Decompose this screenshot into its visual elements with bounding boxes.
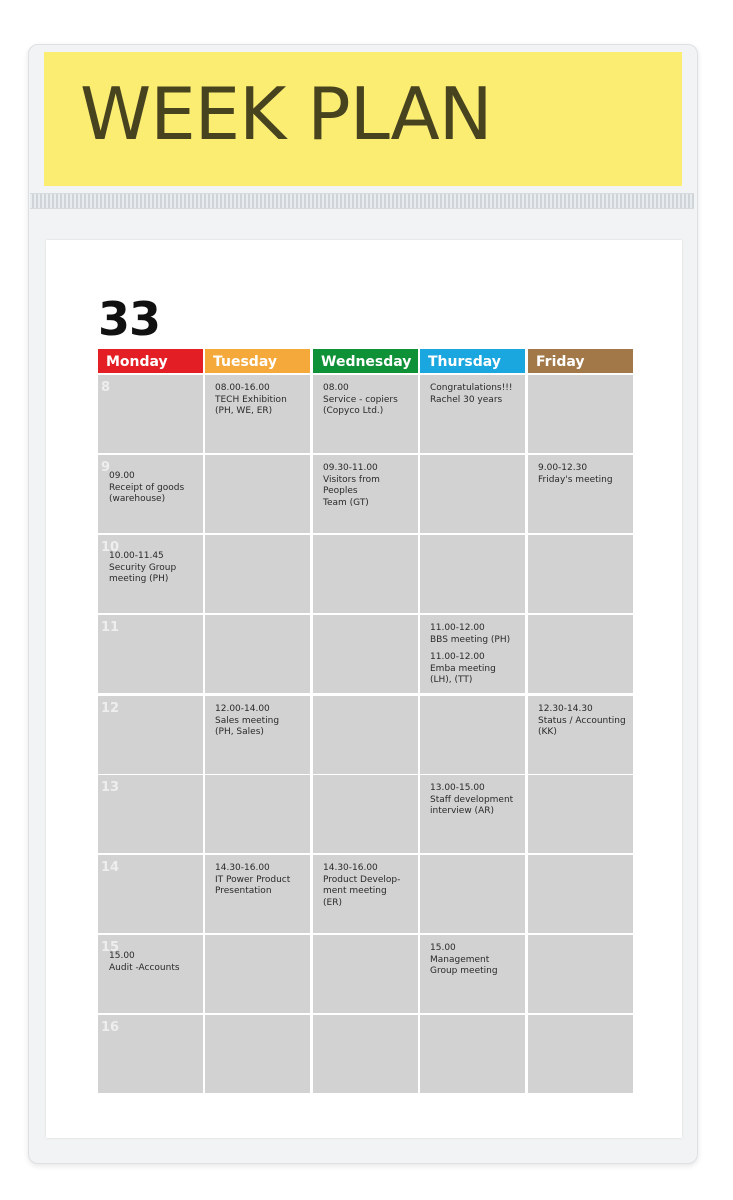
slot-friday-15 (528, 935, 633, 1013)
slot-tuesday-16 (205, 1015, 310, 1093)
hour-label: 9 (101, 460, 111, 475)
event-entry: 9.00-12.30 Friday's meeting (538, 463, 613, 485)
page-title: WEEK PLAN (80, 72, 492, 156)
zip-closure (30, 193, 694, 209)
slot-tuesday-13 (205, 775, 310, 853)
slot-thursday-14 (420, 855, 525, 933)
slot-thursday-10 (420, 535, 525, 613)
slot-wednesday-12 (313, 696, 418, 774)
day-header-tuesday: Tuesday (205, 349, 310, 373)
event-entry: 14.30-16.00 IT Power Product Presentation (215, 863, 291, 896)
hour-label: 11 (101, 620, 120, 635)
slot-thursday-12 (420, 696, 525, 774)
day-header-wednesday: Wednesday (313, 349, 418, 373)
slot-tuesday-11 (205, 615, 310, 693)
slot-monday-8 (98, 375, 203, 453)
hour-label: 13 (101, 780, 120, 795)
slot-wednesday-15 (313, 935, 418, 1013)
hour-label: 16 (101, 1020, 120, 1035)
event-entry: 15.00 Management Group meeting (430, 943, 498, 976)
event-entry: 08.00-16.00 TECH Exhibition (PH, WE, ER) (215, 383, 287, 416)
slot-friday-10 (528, 535, 633, 613)
event-entry: 11.00-12.00 BBS meeting (PH) (430, 623, 511, 645)
hour-label: 8 (101, 380, 111, 395)
slot-wednesday-16 (313, 1015, 418, 1093)
hour-label: 14 (101, 860, 120, 875)
hour-label: 12 (101, 701, 120, 716)
event-entry: 15.00 Audit -Accounts (109, 951, 180, 973)
slot-friday-11 (528, 615, 633, 693)
day-header-friday: Friday (528, 349, 633, 373)
event-entry: 09.00 Receipt of goods (warehouse) (109, 471, 185, 504)
slot-thursday-16 (420, 1015, 525, 1093)
event-entry: 11.00-12.00 Emba meeting (LH), (TT) (430, 652, 496, 685)
slot-tuesday-15 (205, 935, 310, 1013)
event-entry: Congratulations!!! Rachel 30 years (430, 383, 513, 405)
slot-friday-14 (528, 855, 633, 933)
day-header-monday: Monday (98, 349, 203, 373)
event-entry: 12.30-14.30 Status / Accounting (KK) (538, 704, 626, 737)
slot-tuesday-9 (205, 455, 310, 533)
event-entry: 10.00-11.45 Security Group meeting (PH) (109, 551, 177, 584)
hour-label: 10 (101, 540, 120, 555)
slot-tuesday-10 (205, 535, 310, 613)
event-entry: 09.30-11.00 Visitors from Peoples Team (GT) (323, 463, 380, 508)
hour-label: 15 (101, 940, 120, 955)
slot-friday-16 (528, 1015, 633, 1093)
slot-thursday-9 (420, 455, 525, 533)
event-entry: 14.30-16.00 Product Develop- ment meeting (ER) (323, 863, 401, 908)
slot-wednesday-13 (313, 775, 418, 853)
week-number: 33 (98, 292, 161, 346)
slot-friday-13 (528, 775, 633, 853)
slot-wednesday-10 (313, 535, 418, 613)
event-entry: 12.00-14.00 Sales meeting (PH, Sales) (215, 704, 280, 737)
event-entry: 13.00-15.00 Staff development interview (AR) (430, 783, 514, 816)
event-entry: 08.00 Service - copiers (Copyco Ltd.) (323, 383, 398, 416)
slot-wednesday-11 (313, 615, 418, 693)
day-header-thursday: Thursday (420, 349, 525, 373)
slot-friday-8 (528, 375, 633, 453)
